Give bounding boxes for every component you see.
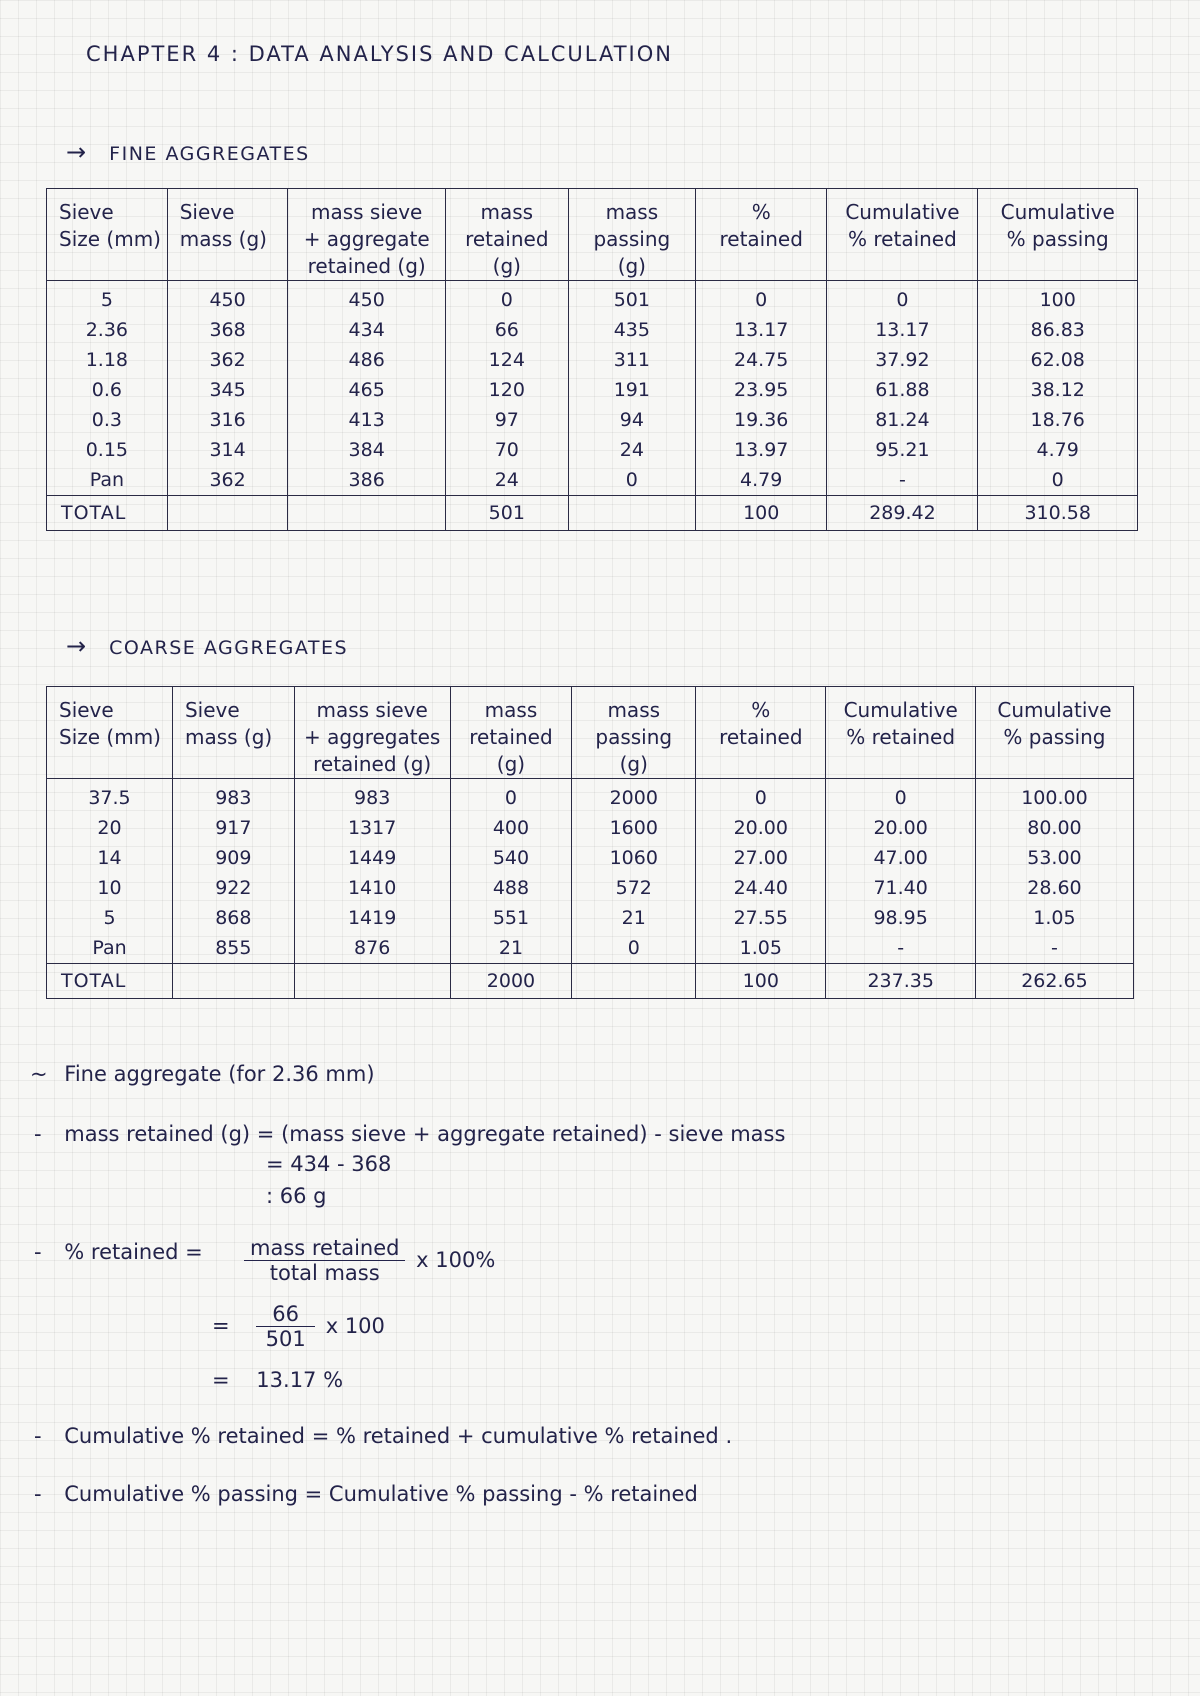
table-cell: 386 [288, 465, 445, 496]
header-line: mass sieve [310, 200, 423, 224]
coarse-header-cell [975, 687, 1133, 779]
header-line: % passing [1003, 725, 1106, 749]
percent-retained-result-value: 13.17 % [256, 1368, 344, 1392]
total-cell: 2000 [450, 964, 572, 999]
table-cell: 66 [445, 315, 568, 345]
table-cell: 0 [568, 465, 695, 496]
header-line: retained (g) [307, 254, 426, 278]
table-cell: 20.00 [826, 813, 975, 843]
fraction [244, 1236, 405, 1285]
table-cell: 1060 [572, 843, 696, 873]
table-cell: 24 [568, 435, 695, 465]
table-cell: 27.55 [696, 903, 826, 933]
fine-header-cell [568, 189, 695, 281]
fine-header-cell [47, 189, 168, 281]
fine-header-cell [288, 189, 445, 281]
table-cell: 572 [572, 873, 696, 903]
table-cell: 0 [450, 779, 572, 814]
table-cell: 1.05 [975, 903, 1133, 933]
table-cell: 2000 [572, 779, 696, 814]
total-cell [172, 964, 294, 999]
arrow-right-icon: → [66, 138, 88, 166]
table-cell: 486 [288, 345, 445, 375]
mass-retained-formula [34, 1122, 785, 1146]
header-line: % retained [848, 227, 957, 251]
fine-header-cell [695, 189, 827, 281]
arrow-right-icon: → [66, 632, 88, 660]
table-cell: 4.79 [978, 435, 1138, 465]
table-cell: 434 [288, 315, 445, 345]
table-cell: 70 [445, 435, 568, 465]
table-cell: 97 [445, 405, 568, 435]
fine-header-cell [445, 189, 568, 281]
table-cell: 20 [47, 813, 173, 843]
fine-aggregates-table [46, 188, 1138, 531]
table-row [47, 843, 1134, 873]
fine-aggregates-heading [66, 138, 310, 166]
total-cell [167, 496, 288, 531]
list-dash: - [34, 1424, 42, 1448]
table-row [47, 933, 1134, 964]
table-cell: 0 [695, 281, 827, 316]
header-line: mass [605, 200, 659, 224]
table-cell: 94 [568, 405, 695, 435]
total-cell [572, 964, 696, 999]
fraction-numerator: 66 [256, 1302, 315, 1327]
total-row [47, 964, 1134, 999]
mass-retained-step1: = 434 - 368 [266, 1152, 392, 1176]
table-cell: 909 [172, 843, 294, 873]
table-cell: 1600 [572, 813, 696, 843]
table-cell: 450 [288, 281, 445, 316]
table-cell: 61.88 [827, 375, 978, 405]
header-line: retained [465, 227, 549, 251]
header-line: % retained [846, 725, 956, 749]
table-cell: 13.17 [695, 315, 827, 345]
coarse-aggregates-table [46, 686, 1134, 999]
header-line: (g) [619, 752, 648, 776]
header-line: + aggregates [303, 725, 441, 749]
header-line: passing [595, 725, 673, 749]
table-cell: 983 [172, 779, 294, 814]
header-line: retained [469, 725, 553, 749]
table-cell: 191 [568, 375, 695, 405]
table-cell: 100.00 [975, 779, 1133, 814]
header-line: retained [719, 725, 803, 749]
header-line: Size (mm) [59, 227, 161, 251]
table-cell: 384 [288, 435, 445, 465]
cumulative-retained-formula [34, 1424, 732, 1448]
header-line: % [751, 698, 771, 722]
coarse-header-cell [572, 687, 696, 779]
fine-header-cell [167, 189, 288, 281]
table-row [47, 813, 1134, 843]
header-line: mass [607, 698, 661, 722]
table-row [47, 315, 1138, 345]
table-cell: 47.00 [826, 843, 975, 873]
header-line: + aggregate [303, 227, 430, 251]
cumulative-retained-formula-text: Cumulative % retained = % retained + cumulative % retained . [64, 1424, 733, 1448]
table-cell: 1449 [294, 843, 450, 873]
page-title: CHAPTER 4 : DATA ANALYSIS AND CALCULATION [86, 42, 673, 66]
table-cell: 362 [167, 345, 288, 375]
table-cell: 917 [172, 813, 294, 843]
table-cell: 4.79 [695, 465, 827, 496]
table-row [47, 903, 1134, 933]
table-cell: 37.92 [827, 345, 978, 375]
header-line: Cumulative [997, 698, 1112, 722]
table-cell: 81.24 [827, 405, 978, 435]
table-row [47, 465, 1138, 496]
coarse-header-cell [47, 687, 173, 779]
table-cell: 28.60 [975, 873, 1133, 903]
table-cell: 10 [47, 873, 173, 903]
table-cell: 21 [450, 933, 572, 964]
coarse-aggregates-heading [66, 632, 348, 660]
header-line: Sieve [184, 698, 240, 722]
fraction-numerator: mass retained [244, 1236, 405, 1261]
table-cell: 0.6 [47, 375, 168, 405]
calc-heading-bullet: ~ [30, 1062, 48, 1086]
total-row [47, 496, 1138, 531]
fraction-multiplier: x 100 [325, 1313, 385, 1338]
list-dash: - [34, 1482, 42, 1506]
table-cell: 1.05 [696, 933, 826, 964]
table-cell: 0 [827, 281, 978, 316]
table-cell: 27.00 [696, 843, 826, 873]
header-line: % passing [1006, 227, 1109, 251]
header-line: mass (g) [184, 725, 273, 749]
header-line: passing [593, 227, 671, 251]
table-cell: 71.40 [826, 873, 975, 903]
table-cell: 868 [172, 903, 294, 933]
fraction-multiplier: x 100% [416, 1247, 496, 1272]
table-cell: 18.76 [978, 405, 1138, 435]
header-line: Size (mm) [59, 725, 161, 749]
table-cell: 922 [172, 873, 294, 903]
calc-heading-text: Fine aggregate (for 2.36 mm) [64, 1062, 375, 1086]
table-cell: 0.3 [47, 405, 168, 435]
header-line: % [751, 200, 771, 224]
coarse-header-cell [294, 687, 450, 779]
mass-retained-formula-text: mass retained (g) = (mass sieve + aggregate retained) - sieve mass [64, 1122, 786, 1146]
table-cell: 1419 [294, 903, 450, 933]
table-cell: 20.00 [696, 813, 826, 843]
table-cell: 551 [450, 903, 572, 933]
table-cell: 314 [167, 435, 288, 465]
table-cell: 362 [167, 465, 288, 496]
table-row [47, 873, 1134, 903]
fraction-denominator: 501 [265, 1327, 306, 1351]
percent-retained-label-text: % retained = [64, 1240, 203, 1264]
header-line: Cumulative [845, 200, 960, 224]
table-cell: 0 [696, 779, 826, 814]
table-cell: 0.15 [47, 435, 168, 465]
table-cell: 98.95 [826, 903, 975, 933]
table-cell: 24 [445, 465, 568, 496]
coarse-header-cell [696, 687, 826, 779]
table-cell: 13.97 [695, 435, 827, 465]
header-line: (g) [496, 752, 526, 776]
table-cell: 316 [167, 405, 288, 435]
table-cell: 501 [568, 281, 695, 316]
table-cell: 400 [450, 813, 572, 843]
equals-sign: = [212, 1368, 230, 1392]
table-cell: 38.12 [978, 375, 1138, 405]
table-cell: 0 [826, 779, 975, 814]
total-cell: 501 [445, 496, 568, 531]
header-line: Cumulative [843, 698, 958, 722]
table-cell: Pan [47, 465, 168, 496]
table-cell: 540 [450, 843, 572, 873]
table-cell: - [975, 933, 1133, 964]
table-cell: 100 [978, 281, 1138, 316]
percent-retained-result [212, 1368, 343, 1392]
table-cell: - [827, 465, 978, 496]
coarse-header-cell [450, 687, 572, 779]
table-cell: 311 [568, 345, 695, 375]
header-line: mass sieve [316, 698, 428, 722]
percent-retained-label [34, 1240, 203, 1264]
header-line: retained [719, 227, 803, 251]
table-cell: 124 [445, 345, 568, 375]
header-line: Cumulative [1000, 200, 1115, 224]
table-cell: Pan [47, 933, 173, 964]
total-cell: 237.35 [826, 964, 975, 999]
total-cell: 100 [696, 964, 826, 999]
table-cell: 14 [47, 843, 173, 873]
table-cell: - [826, 933, 975, 964]
fine-header-cell [978, 189, 1138, 281]
coarse-header-cell [172, 687, 294, 779]
table-row [47, 435, 1138, 465]
header-line: (g) [617, 254, 646, 278]
table-cell: 983 [294, 779, 450, 814]
table-row [47, 345, 1138, 375]
table-cell: 5 [47, 903, 173, 933]
table-cell: 5 [47, 281, 168, 316]
header-line: mass (g) [179, 227, 267, 251]
table-row [47, 281, 1138, 316]
total-label: TOTAL [47, 496, 168, 531]
coarse-header-cell [826, 687, 975, 779]
table-cell: 488 [450, 873, 572, 903]
table-cell: 80.00 [975, 813, 1133, 843]
list-dash: - [34, 1122, 42, 1146]
percent-retained-fraction-line [244, 1236, 495, 1285]
header-line: mass [480, 200, 534, 224]
equals-sign: = [212, 1313, 230, 1338]
table-cell: 0 [445, 281, 568, 316]
header-line: Sieve [59, 698, 114, 722]
table-row [47, 779, 1134, 814]
header-line: (g) [492, 254, 521, 278]
table-cell: 876 [294, 933, 450, 964]
calc-heading [30, 1062, 375, 1086]
table-cell: 13.17 [827, 315, 978, 345]
table-cell: 19.36 [695, 405, 827, 435]
total-cell: 100 [695, 496, 827, 531]
cumulative-passing-formula-text: Cumulative % passing = Cumulative % passing - % retained [64, 1482, 698, 1506]
table-cell: 53.00 [975, 843, 1133, 873]
header-line: mass [484, 698, 538, 722]
list-dash: - [34, 1240, 42, 1264]
table-cell: 0 [978, 465, 1138, 496]
table-cell: 95.21 [827, 435, 978, 465]
table-cell: 855 [172, 933, 294, 964]
table-cell: 368 [167, 315, 288, 345]
total-cell [288, 496, 445, 531]
fine-aggregates-heading-text: FINE AGGREGATES [109, 143, 310, 165]
table-cell: 37.5 [47, 779, 173, 814]
cumulative-passing-formula [34, 1482, 698, 1506]
header-line: retained (g) [313, 752, 432, 776]
fraction [256, 1302, 315, 1351]
table-cell: 24.75 [695, 345, 827, 375]
header-line: Sieve [179, 200, 235, 224]
table-cell: 23.95 [695, 375, 827, 405]
table-cell: 2.36 [47, 315, 168, 345]
percent-retained-substitution [212, 1302, 385, 1351]
fine-header-cell [827, 189, 978, 281]
table-cell: 345 [167, 375, 288, 405]
table-cell: 435 [568, 315, 695, 345]
table-cell: 0 [572, 933, 696, 964]
mass-retained-step2: : 66 g [266, 1184, 327, 1208]
table-cell: 413 [288, 405, 445, 435]
table-cell: 465 [288, 375, 445, 405]
table-cell: 1317 [294, 813, 450, 843]
table-cell: 120 [445, 375, 568, 405]
table-row [47, 375, 1138, 405]
table-cell: 450 [167, 281, 288, 316]
total-cell: 289.42 [827, 496, 978, 531]
total-label: TOTAL [47, 964, 173, 999]
fraction-denominator: total mass [269, 1261, 380, 1285]
total-cell: 262.65 [975, 964, 1133, 999]
table-cell: 24.40 [696, 873, 826, 903]
table-cell: 62.08 [978, 345, 1138, 375]
total-cell [568, 496, 695, 531]
total-cell [294, 964, 450, 999]
table-cell: 1410 [294, 873, 450, 903]
table-cell: 1.18 [47, 345, 168, 375]
table-row [47, 405, 1138, 435]
table-cell: 21 [572, 903, 696, 933]
total-cell: 310.58 [978, 496, 1138, 531]
table-cell: 86.83 [978, 315, 1138, 345]
coarse-aggregates-heading-text: COARSE AGGREGATES [109, 637, 349, 659]
header-line: Sieve [59, 200, 114, 224]
